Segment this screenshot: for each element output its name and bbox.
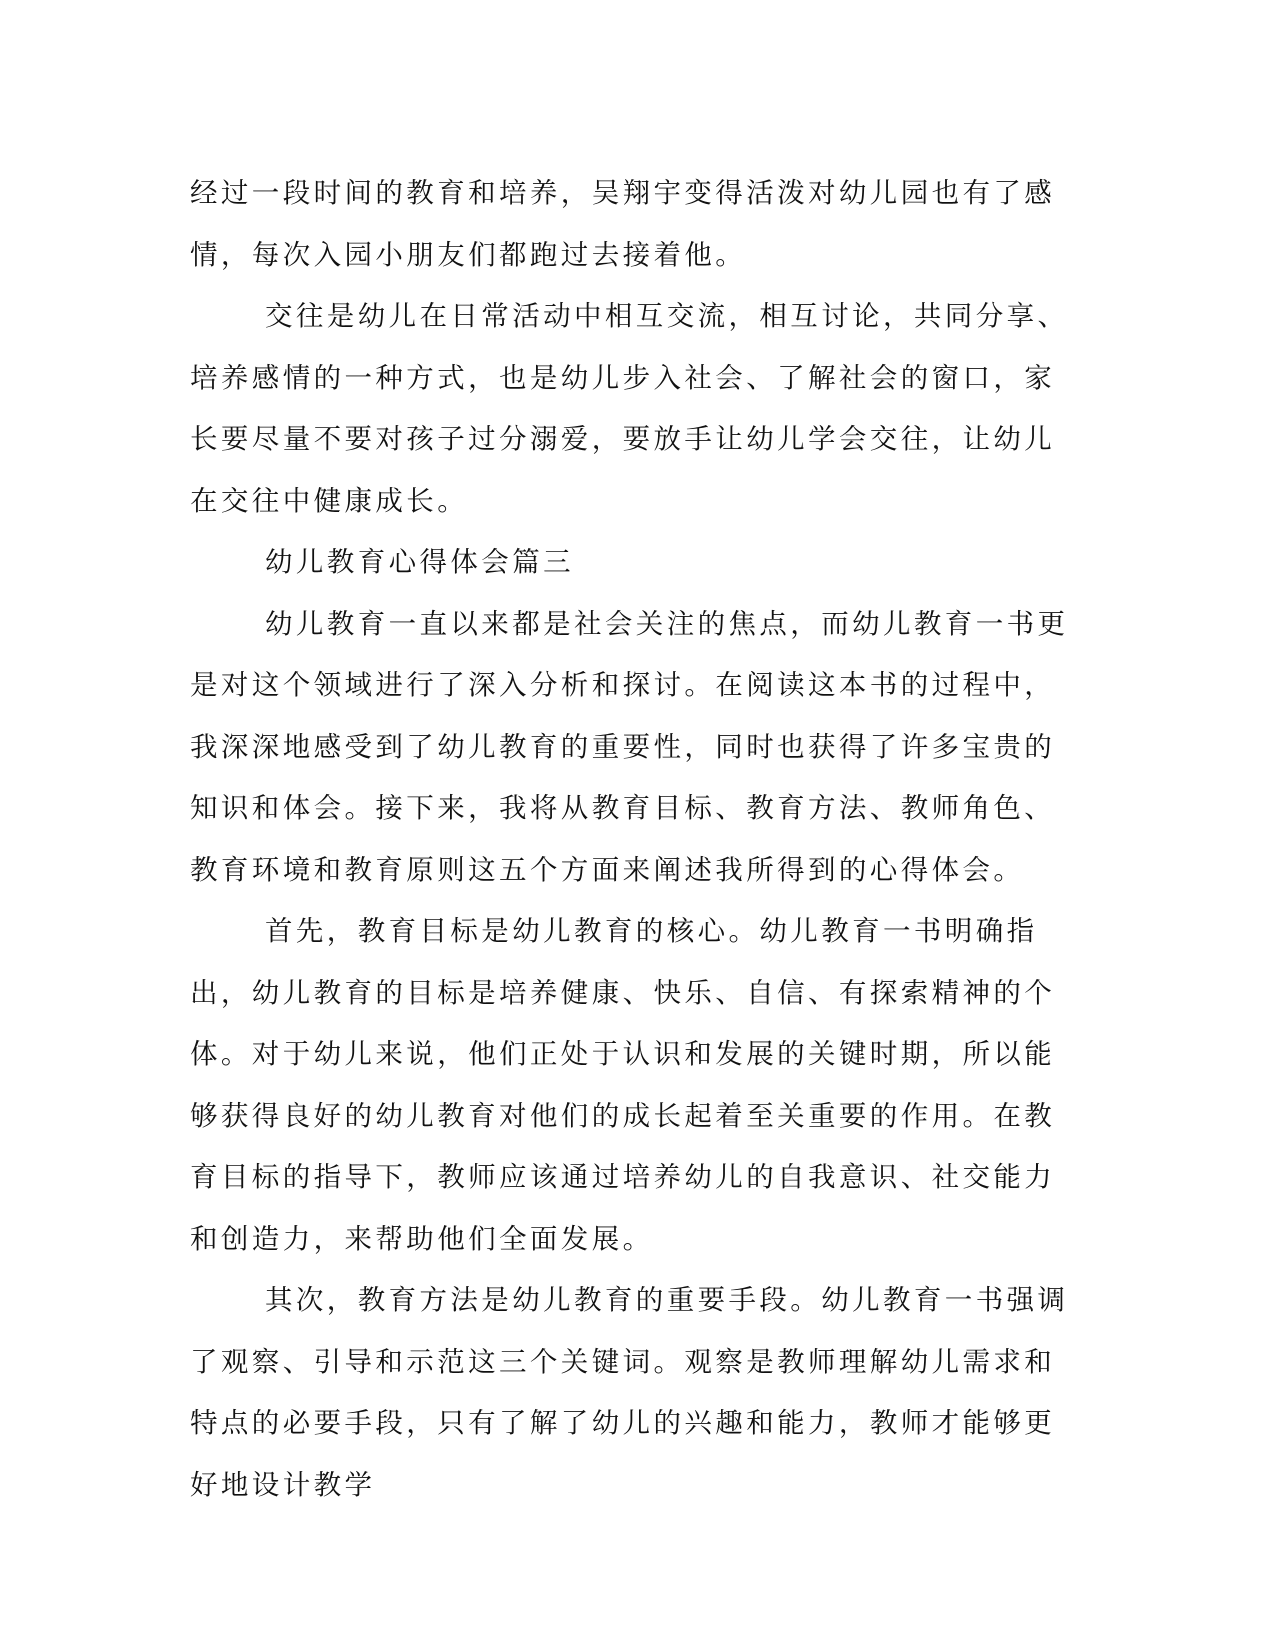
- paragraph-social-interaction: 交往是幼儿在日常活动中相互交流，相互讨论，共同分享、培养感情的一种方式，也是幼儿步入社会、了解社会的窗口，家长要尽量不要对孩子过分溺爱，要放手让幼儿学会交往，让幼儿在交往中健康成长。: [190, 300, 1069, 517]
- paragraph-continuation: 经过一段时间的教育和培养，吴翔宇变得活泼对幼儿园也有了感情，每次入园小朋友们都跑过去接着他。: [190, 177, 1056, 271]
- paragraph-introduction: 幼儿教育一直以来都是社会关注的焦点，而幼儿教育一书更是对这个领域进行了深入分析和探讨。在阅读这本书的过程中，我深深地感受到了幼儿教育的重要性，同时也获得了许多宝贵的知识和体会。接下来，我将从教育目标、教育方法、教师角色、教育环境和教育原则这五个方面来阐述我所得到的心得体会。: [190, 607, 1069, 886]
- document-body: [190, 163, 1076, 1516]
- paragraph-education-goals: 首先，教育目标是幼儿教育的核心。幼儿教育一书明确指出，幼儿教育的目标是培养健康、快乐、自信、有探索精神的个体。对于幼儿来说，他们正处于认识和发展的关键时期，所以能够获得良好的幼儿教育对他们的成长起着至关重要的作用。在教育目标的指导下，教师应该通过培养幼儿的自我意识、社交能力和创造力，来帮助他们全面发展。: [190, 915, 1056, 1255]
- section-heading: 幼儿教育心得体会篇三: [265, 546, 574, 578]
- paragraph-education-methods: 其次，教育方法是幼儿教育的重要手段。幼儿教育一书强调了观察、引导和示范这三个关键词。观察是教师理解幼儿需求和特点的必要手段，只有了解了幼儿的兴趣和能力，教师才能够更好地设计教学: [190, 1284, 1069, 1501]
